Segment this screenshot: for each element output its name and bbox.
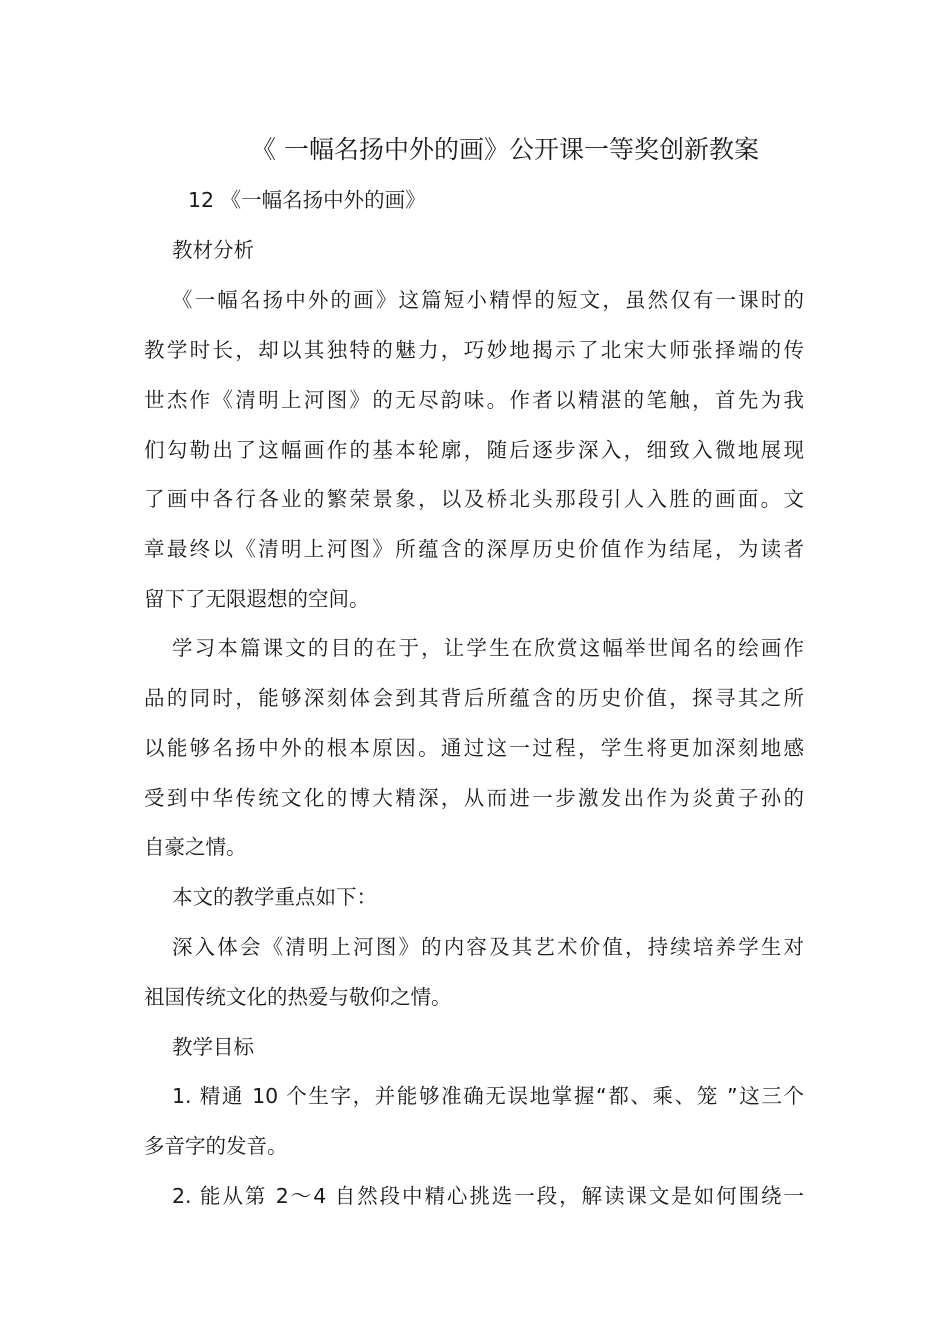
paragraph-line: 品的同时，能够深刻体会到其背后所蕴含的历史价值，探寻其之所 <box>144 686 804 710</box>
paragraph-line: 世杰作《清明上河图》的无尽韵味。作者以精湛的笔触，首先为我 <box>144 388 804 412</box>
section-heading-material: 教材分析 <box>172 238 254 262</box>
paragraph-line: 学习本篇课文的目的在于，让学生在欣赏这幅举世闻名的绘画作 <box>172 636 804 660</box>
paragraph-line: 以能够名扬中外的根本原因。通过这一过程，学生将更加深刻地感 <box>144 736 804 760</box>
paragraph-line: 章最终以《清明上河图》所蕴含的深厚历史价值作为结尾，为读者 <box>144 537 804 561</box>
objective-line: 1. 精通 10 个生字，并能够准确无误地掌握“都、乘、笼 ”这三个 <box>172 1084 804 1108</box>
objective-line: 2. 能从第 2～4 自然段中精心挑选一段，解读课文是如何围绕一 <box>172 1184 804 1208</box>
paragraph-line: 们勾勒出了这幅画作的基本轮廓，随后逐步深入，细致入微地展现 <box>144 438 804 462</box>
objective-line: 多音字的发音。 <box>144 1134 288 1158</box>
section-heading-objectives: 教学目标 <box>172 1035 254 1059</box>
paragraph-line: 祖国传统文化的热爱与敬仰之情。 <box>144 985 452 1009</box>
paragraph-line: 本文的教学重点如下： <box>172 885 377 909</box>
paragraph-line: 了画中各行各业的繁荣景象，以及桥北头那段引人入胜的画面。文 <box>144 487 804 511</box>
paragraph-line: 《一幅名扬中外的画》这篇短小精悍的短文，虽然仅有一课时的 <box>172 288 804 312</box>
lesson-heading: 12 《一幅名扬中外的画》 <box>188 188 426 212</box>
document-title: 《 一幅名扬中外的画》公开课一等奖创新教案 <box>251 135 759 164</box>
paragraph-line: 深入体会《清明上河图》的内容及其艺术价值，持续培养学生对 <box>172 935 804 959</box>
paragraph-line: 自豪之情。 <box>144 835 247 859</box>
paragraph-line: 受到中华传统文化的博大精深，从而进一步激发出作为炎黄子孙的 <box>144 786 804 810</box>
paragraph-line: 教学时长，却以其独特的魅力，巧妙地揭示了北宋大师张择端的传 <box>144 338 804 362</box>
paragraph-line: 留下了无限遐想的空间。 <box>144 587 370 611</box>
